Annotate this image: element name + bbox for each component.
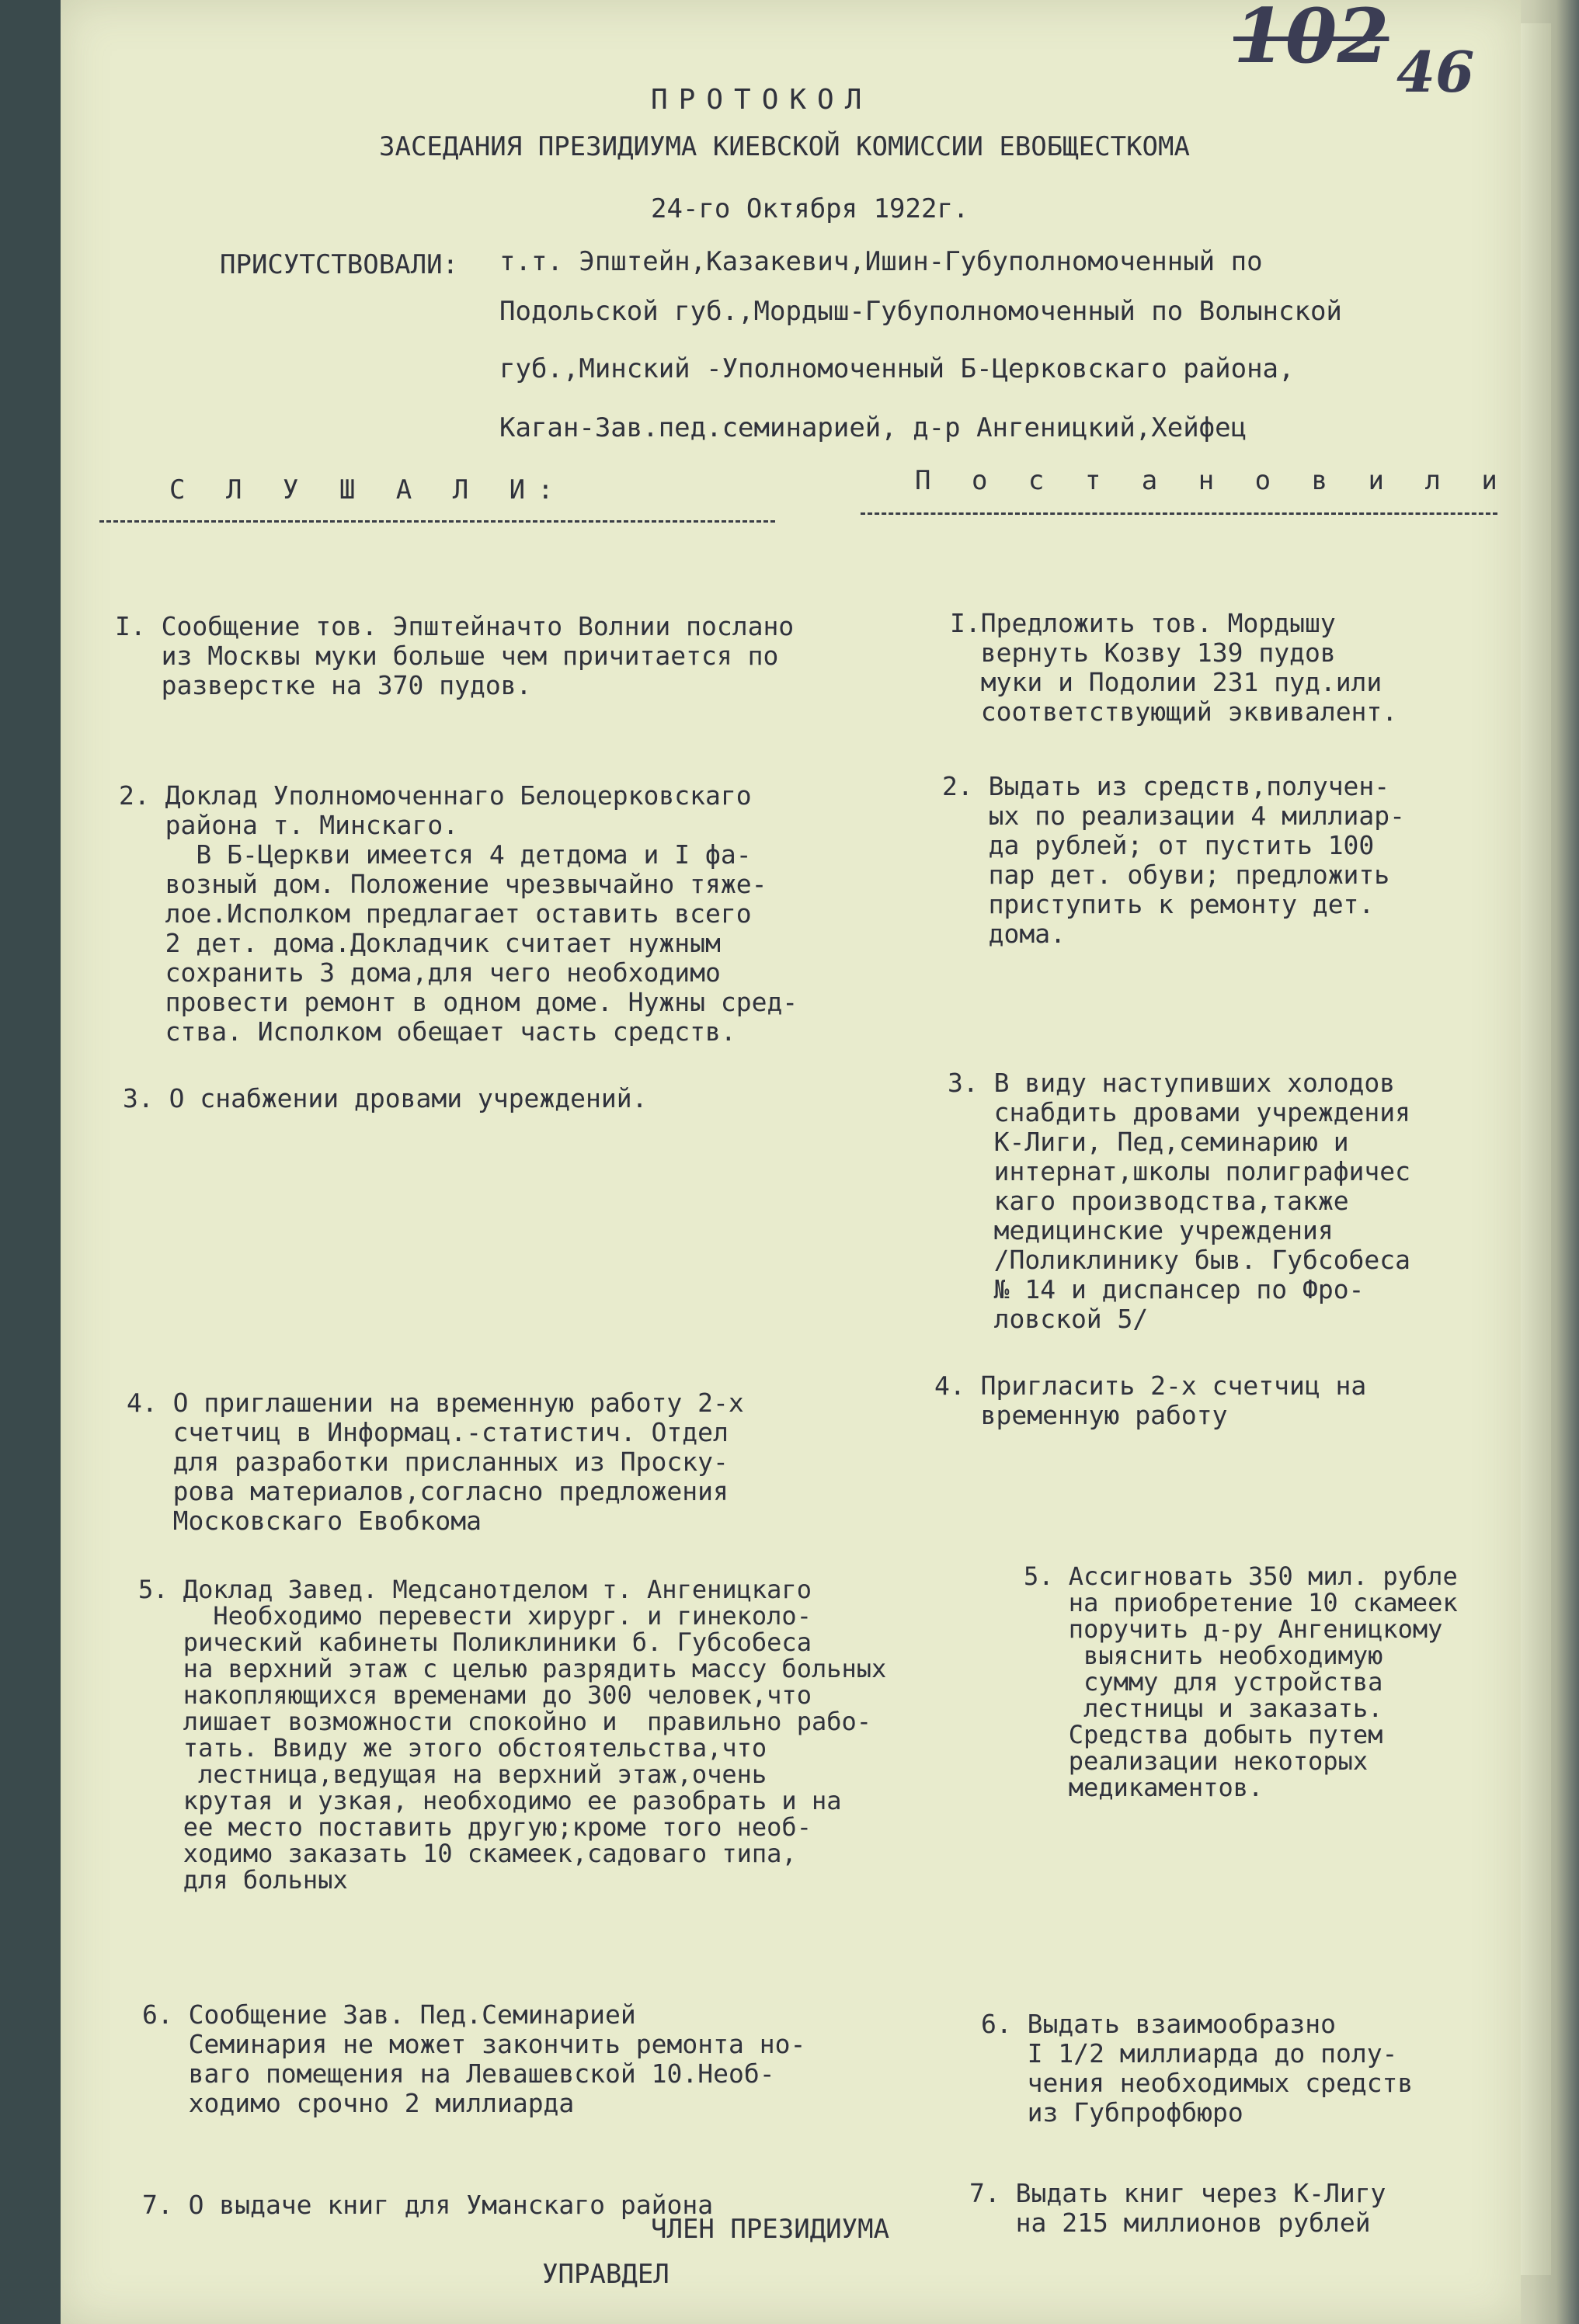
item-7-heard: 7. О выдаче книг для Уманскаго района	[142, 2190, 714, 2220]
item-3-resolved: 3. В виду наступивших холодов снабдить дровами учреждения К-Лиги, Пед,семинарию и интернат,школы полиграфичес каго производства,также медицинские учреждения /Поликлинику быв. Губсобеса № 14 и диспансер по Фро- ловской 5/	[948, 1068, 1411, 1334]
item-4-heard: 4. О приглашении на временную работу 2-х счетчиц в Информац.-статистич. Отдел для разработки присланных из Проску- рова материалов,согласно предложения Московскаго Евобкома	[127, 1388, 744, 1536]
item-2-heard: 2. Доклад Уполномоченнаго Белоцерковскаго района т. Минскаго. В Б-Церкви имеется 4 детдома и I фа- возный дом. Положение чрезвычайно тяже- лое.Исполком предлагает оставить всего 2 дет. дома.Докладчик считает нужным сохранить 3 дома,для чего необходимо провести ремонт в одном доме. Нужны сред- ства. Исполком обещает часть средств.	[119, 780, 798, 1047]
item-6-heard: 6. Сообщение Зав. Пед.Семинарией Семинария не может закончить ремонта но- ваго помещения на Левашевской 10.Необ- ходимо срочно 2 миллиарда	[142, 1999, 806, 2118]
present-label: ПРИСУТСТВОВАЛИ:	[220, 249, 459, 280]
resolved-heading-rule	[861, 512, 1497, 515]
page-edge-stack	[1518, 23, 1551, 2275]
item-4-resolved: 4. Пригласить 2-х счетчиц на временную работу	[934, 1370, 1367, 1430]
item-3-heard: 3. О снабжении дровами учреждений.	[123, 1083, 648, 1113]
item-1-heard: I. Сообщение тов. Эпштейначто Волнии послано из Москвы муки больше чем причитается по разверстке на 370 пудов.	[115, 611, 795, 700]
doc-date: 24-го Октября 1922г.	[651, 193, 969, 224]
item-6-resolved: 6. Выдать взаимообразно I 1/2 миллиарда до полу- чения необходимых средств из Губпрофбюро	[981, 2009, 1414, 2128]
doc-title: ПРОТОКОЛ	[651, 84, 873, 116]
folio-number: 46	[1396, 39, 1475, 105]
resolved-heading: П о с т а н о в и л и	[915, 465, 1510, 496]
heard-heading: С Л У Ш А Л И:	[169, 474, 566, 505]
present-line-4: Каган-Зав.пед.семинарией, д-р Ангеницкий,Хейфец	[499, 412, 1247, 443]
present-line-1: т.т. Эпштейн,Казакевич,Ишин-Губуполномоченный по	[499, 246, 1263, 277]
doc-subtitle: ЗАСЕДАНИЯ ПРЕЗИДИУМА КИЕВСКОЙ КОМИССИИ ЕВОБЩЕСТКОМА	[379, 131, 1190, 162]
item-5-heard: 5. Доклад Завед. Медсанотделом т. Ангеницкаго Необходимо перевести хирург. и гинеколо- рический кабинеты Поликлиники б. Губсобеса на верхний этаж с целью разрядить массу больных накопляющихся временами до 300 человек,что лишает возможности спокойно и правильно рабо- тать. Ввиду же этого обстоятельства,что лестница,ведущая на верхний этаж,очень крутая и узкая, необходимо ее разобрать и на ее место поставить другую;кроме того необ- ходимо заказать 10 скамеек,садоваго типа, для больных	[138, 1575, 887, 1895]
heard-heading-rule	[99, 520, 775, 523]
item-1-resolved: I.Предложить тов. Мордышу вернуть Козву 139 пудов муки и Подолии 231 пуд.или соответствующий эквивалент.	[950, 608, 1398, 727]
item-2-resolved: 2. Выдать из средств,получен- ых по реализации 4 миллиар- да рублей; от пустить 100 пар дет. обуви; предложить приступить к ремонту дет. дома.	[942, 771, 1406, 949]
folio-number-crossed: 102	[1233, 0, 1389, 80]
signature-member: ЧЛЕН ПРЕЗИДИУМА	[651, 2214, 890, 2245]
signature-manager: УПРАВДЕЛ	[542, 2259, 670, 2290]
present-line-3: губ.,Минский -Уполномоченный Б-Церковскаго района,	[499, 353, 1295, 384]
document-page	[61, 0, 1521, 2324]
item-5-resolved: 5. Ассигновать 350 мил. рубле на приобретение 10 скамеек поручить д-ру Ангеницкому выяснить необходимую сумму для устройства лестницы и заказать. Средства добыть путем реализации некоторых медикаментов.	[1024, 1561, 1458, 1802]
item-7-resolved: 7. Выдать книг через К-Лигу на 215 миллионов рублей	[969, 2178, 1386, 2238]
present-line-2: Подольской губ.,Мордыш-Губуполномоченный по Волынской	[499, 296, 1342, 327]
